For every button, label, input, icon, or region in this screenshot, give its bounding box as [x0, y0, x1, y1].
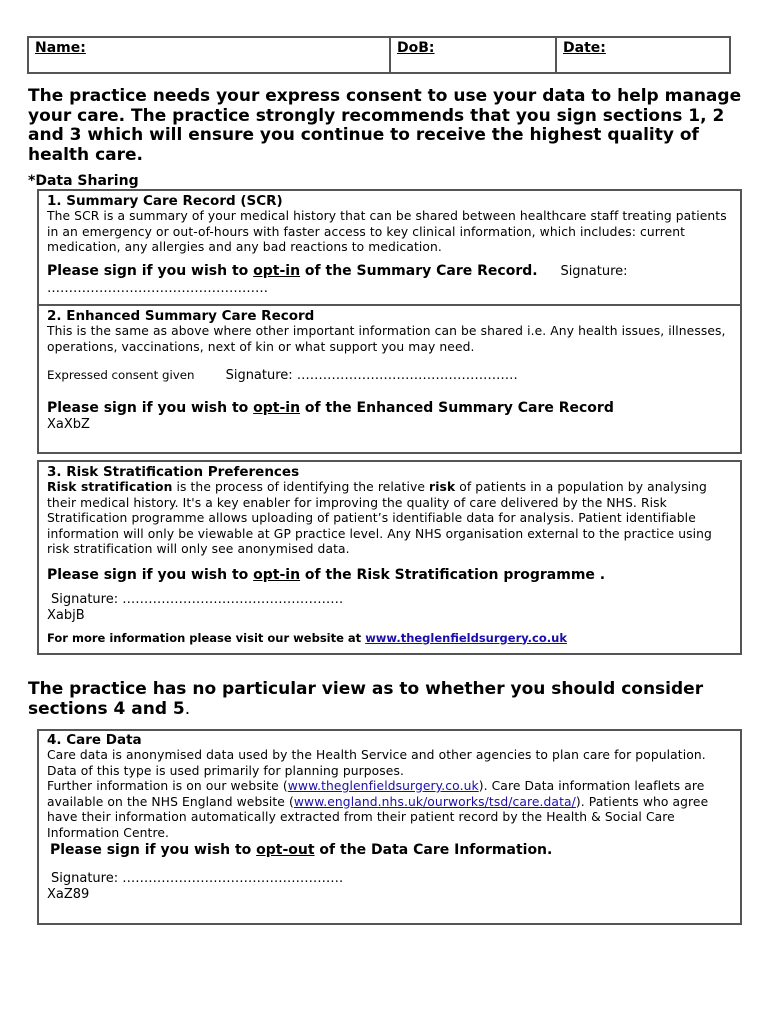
scr-opt-in: opt-in	[253, 262, 301, 279]
nhs-england-link[interactable]: www.england.nhs.uk/ourworks/tsd/care.data/	[293, 794, 576, 809]
risk-sign-post: of the Risk Stratification programme .	[300, 566, 606, 583]
escr-code: XaXbZ	[47, 417, 90, 432]
no-view-text: The practice has no particular view as to whether you should consider sections 4 and 5	[28, 679, 704, 719]
risk-body	[47, 480, 737, 558]
risk-signature-field[interactable]: Signature: ……………………………………………	[51, 591, 344, 607]
patient-details-table	[27, 36, 731, 74]
escr-signature-field[interactable]: Signature: ……………………………………………	[225, 368, 518, 383]
risk-more-info-text: For more information please visit our website at	[47, 630, 366, 645]
care-data-section	[37, 729, 742, 925]
care-title: 4. Care Data	[47, 732, 142, 748]
risk-section	[37, 460, 742, 655]
care-opt-out: opt-out	[256, 842, 315, 858]
risk-term: Risk stratification	[47, 480, 173, 494]
scr-body: The SCR is a summary of your medical history that can be shared between healthcare staff treating patients in an emergency or out-of-hours with faster access to key clinical information, which includes: current medication, any allergies and any bad reactions to medication.	[47, 209, 727, 254]
data-sharing-label: *Data Sharing	[28, 173, 139, 189]
escr-sign-line	[47, 399, 740, 417]
care-code: XaZ89	[47, 887, 90, 902]
date-field[interactable]	[557, 38, 729, 72]
risk-more-info	[47, 631, 740, 645]
care-sign-line	[50, 841, 740, 859]
escr-body: This is the same as above where other important information can be shared i.e. Any health issues, illnesses, operations, vaccinations, next of kin or what support you may need.	[47, 324, 726, 354]
scr-title: 1. Summary Care Record (SCR)	[47, 193, 283, 209]
scr-sign-pre: Please sign if you wish to	[47, 262, 254, 279]
intro-paragraph: The practice needs your express consent to use your data to help manage your care. The practice strongly recommends that you sign sections 1, 2 and 3 which will ensure you continue to receive the highest quality of health care.	[28, 86, 742, 165]
no-view-dot: .	[184, 698, 191, 719]
care-signature-field[interactable]: Signature: ……………………………………………	[51, 871, 344, 886]
care-body1: Care data is anonymised data used by the Health Service and other agencies to plan care for population. Data of this type is used primarily for planning purposes.	[47, 748, 706, 778]
escr-title: 2. Enhanced Summary Care Record	[47, 308, 315, 324]
risk-body-part2: of patients in a population by analysing their medical history. It's a key enabler for improving the quality of care delivered by the NHS. Risk Stratification programme allows uploading of patient’s identifiable data for analysis. Patient identifiable information will only be viewable at GP practice level. Any NHS organisation external to the practice using risk stratification will only see anonymised data.	[47, 480, 712, 556]
scr-signature-field[interactable]: ……………………………………………	[47, 280, 268, 296]
escr-sign-post: of the Enhanced Summary Care Record	[300, 400, 614, 416]
date-label: Date:	[563, 40, 606, 56]
risk-title: 3. Risk Stratification Preferences	[47, 464, 300, 480]
care-body2-post: ). Patients who agree have their information automatically extracted from their patient record by the Health & Social Care Information Centre.	[47, 794, 709, 840]
risk-body-part1: is the process of identifying the relative	[172, 480, 430, 494]
no-view-statement	[28, 680, 758, 719]
care-sign-pre: Please sign if you wish to	[50, 842, 257, 858]
risk-word: risk	[429, 480, 456, 494]
dob-label: DoB:	[397, 40, 435, 56]
escr-consent-row	[47, 365, 740, 385]
care-body2-pre: Further information is on our website (	[47, 779, 288, 793]
escr-sign-pre: Please sign if you wish to	[47, 400, 254, 416]
scr-signature-label: Signature:	[560, 263, 628, 279]
name-field[interactable]	[29, 38, 391, 72]
dob-field[interactable]	[391, 38, 557, 72]
risk-opt-in: opt-in	[253, 566, 301, 583]
scr-sign-line	[47, 262, 740, 281]
care-website-link[interactable]: www.theglenfieldsurgery.co.uk	[287, 779, 479, 793]
scr-sign-post: of the Summary Care Record.	[300, 262, 538, 279]
risk-sign-pre: Please sign if you wish to	[47, 566, 254, 583]
escr-section	[37, 304, 742, 454]
scr-section	[37, 189, 742, 306]
care-body2-mid: ). Care Data information leaflets are available on the NHS England website (	[47, 779, 705, 809]
escr-opt-in: opt-in	[253, 400, 301, 416]
website-link[interactable]: www.theglenfieldsurgery.co.uk	[365, 630, 567, 645]
escr-consent-label: Expressed consent given	[47, 368, 195, 382]
risk-code: XabjB	[47, 607, 85, 623]
care-sign-post: of the Data Care Information.	[314, 842, 553, 858]
care-body2	[47, 779, 737, 841]
name-label: Name:	[35, 40, 86, 56]
risk-sign-line	[47, 566, 740, 584]
